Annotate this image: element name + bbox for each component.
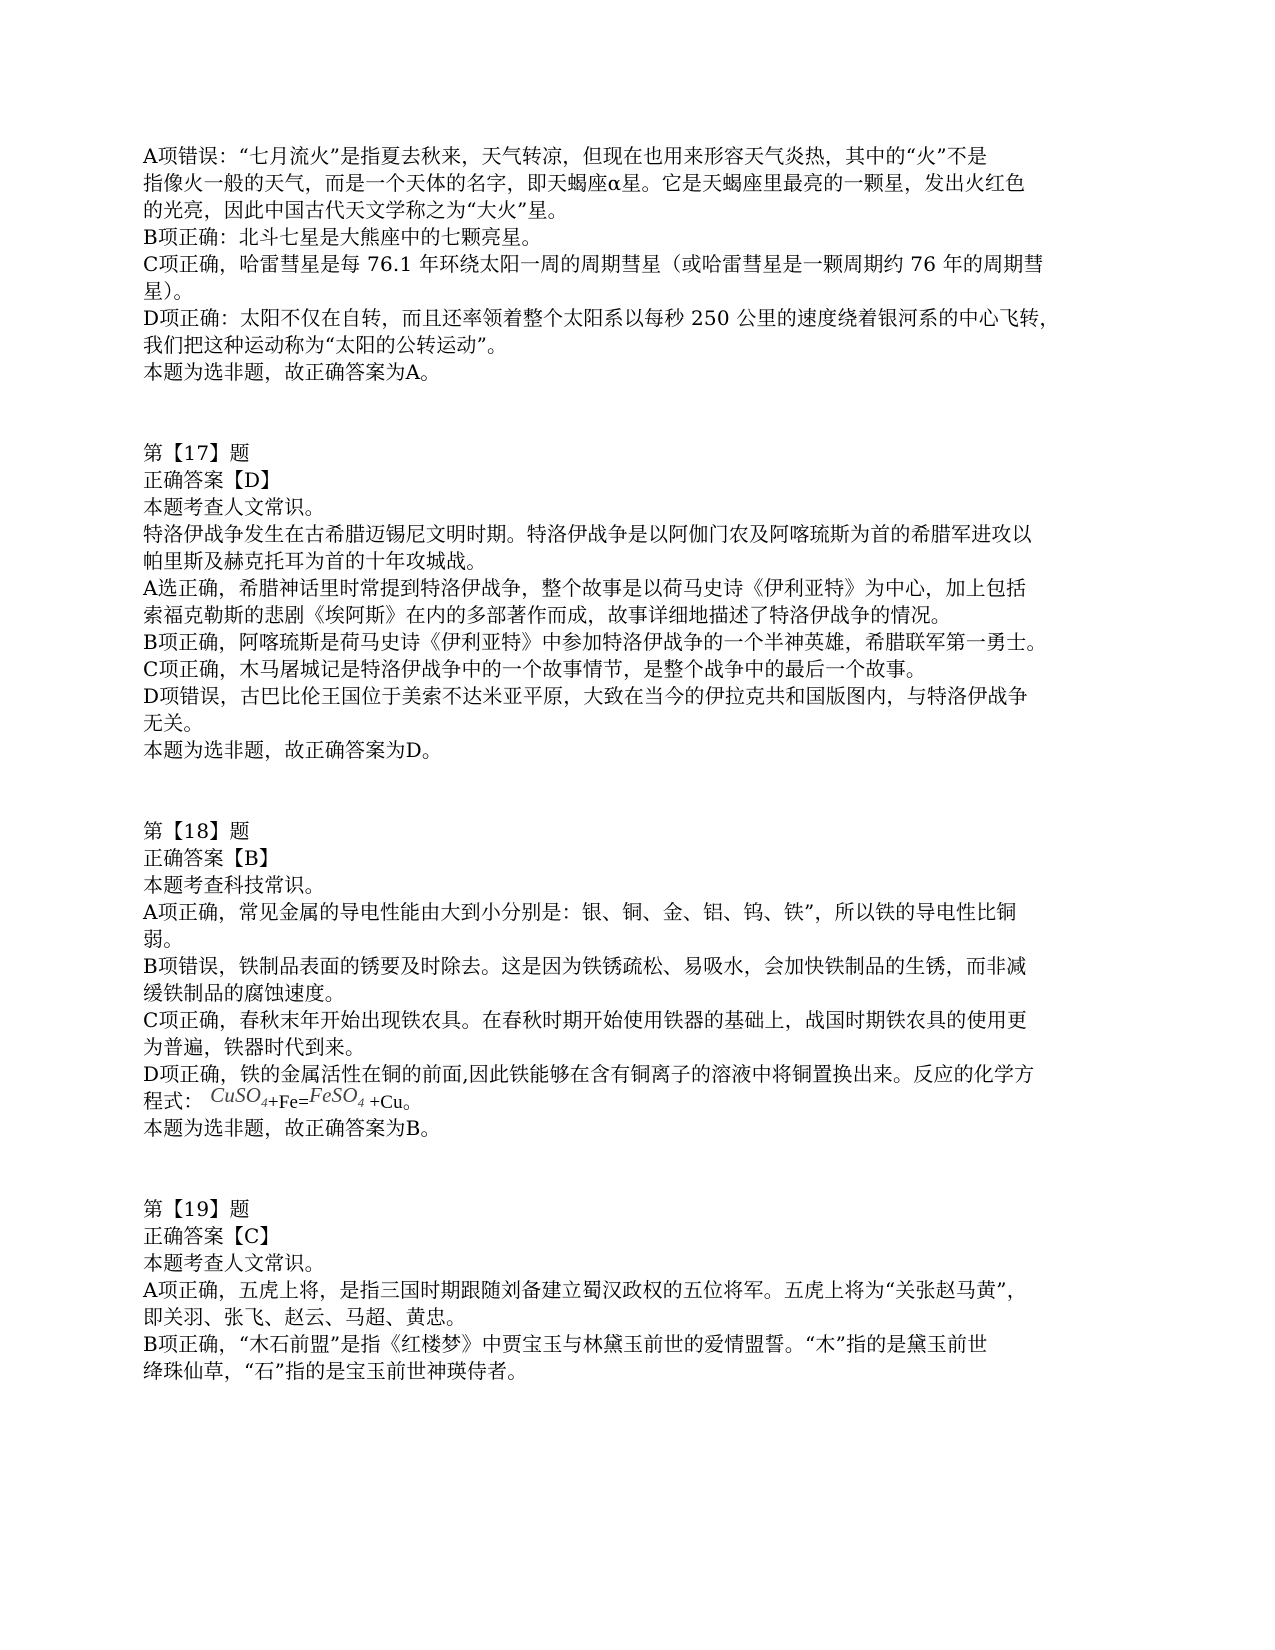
text-line: C项正确，春秋末年开始出现铁农具。在春秋时期开始使用铁器的基础上，战国时期铁农具的使用更 xyxy=(143,1008,1028,1032)
text-line: 为普遍，铁器时代到来。 xyxy=(143,1035,366,1059)
text-line: C项正确，哈雷彗星是每 76.1 年环绕太阳一周的周期彗星（或哈雷彗星是一颗周期约 76 年的周期彗 xyxy=(143,252,1044,276)
product-cu: +Cu。 xyxy=(364,1092,423,1113)
answer-line: 正确答案【D】 xyxy=(143,468,281,492)
q16-explanation xyxy=(143,143,1128,386)
q19-section xyxy=(143,1196,1128,1385)
text-line: D项错误，古巴比伦王国位于美索不达米亚平原，大致在当今的伊拉克共和国版图内，与特洛伊战争 xyxy=(143,684,1028,708)
reactant-cuso4: CuSO$_4$ xyxy=(210,1083,268,1111)
text-line: D项正确：太阳不仅在自转，而且还率领着整个太阳系以每秒 250 公里的速度绕着银河系的中心飞转， xyxy=(143,306,1060,330)
text-line: 特洛伊战争发生在古希腊迈锡尼文明时期。特洛伊战争是以阿伽门农及阿喀琉斯为首的希腊军进攻以 xyxy=(143,522,1032,546)
chemical-equation-line xyxy=(143,1083,1128,1115)
text-line: B项正确：北斗七星是大熊座中的七颗亮星。 xyxy=(143,225,542,249)
text-line: 本题考查人文常识。 xyxy=(143,1251,325,1275)
text-line: B项错误，铁制品表面的锈要及时除去。这是因为铁锈疏松、易吸水，会加快铁制品的生锈，而非减 xyxy=(143,954,1027,978)
conclusion-line: 本题为选非题，故正确答案为D。 xyxy=(143,738,443,762)
text-line: 的光亮，因此中国古代天文学称之为“大火”星。 xyxy=(143,198,568,222)
text-line: 本题考查人文常识。 xyxy=(143,495,325,519)
reactant-fe: +Fe xyxy=(267,1092,299,1113)
text-line: 本题考查科技常识。 xyxy=(143,873,325,897)
text-line: 弱。 xyxy=(143,927,184,951)
q17-section xyxy=(143,440,1128,764)
text-line: B项正确，阿喀琉斯是荷马史诗《伊利亚特》中参加特洛伊战争的一个半神英雄，希腊联军第一勇士。 xyxy=(143,630,1047,654)
text-line: 帕里斯及赫克托耳为首的十年攻城战。 xyxy=(143,549,487,573)
section-spacer xyxy=(143,386,1128,440)
text-line: 缓铁制品的腐蚀速度。 xyxy=(143,981,345,1005)
text-line: A项正确，五虎上将，是指三国时期跟随刘备建立蜀汉政权的五位将军。五虎上将为“关张赵马黄”， xyxy=(143,1278,1027,1302)
text-line: C项正确，木马屠城记是特洛伊战争中的一个故事情节，是整个战争中的最后一个故事。 xyxy=(143,657,927,681)
question-heading: 第【19】题 xyxy=(143,1197,250,1221)
answer-line: 正确答案【C】 xyxy=(143,1224,280,1248)
equals-sign: = xyxy=(298,1092,310,1113)
conclusion-line: 本题为选非题，故正确答案为B。 xyxy=(143,1116,441,1140)
q18-section xyxy=(143,818,1128,1142)
product-feso4: FeSO$_4$ xyxy=(309,1083,365,1111)
equation-prefix: 程式： xyxy=(143,1089,204,1113)
conclusion-line: 本题为选非题，故正确答案为A。 xyxy=(143,360,441,384)
text-line: 即关羽、张飞、赵云、马超、黄忠。 xyxy=(143,1305,467,1329)
text-line: 指像火一般的天气，而是一个天体的名字，即天蝎座α星。它是天蝎座里最亮的一颗星，发出火红色 xyxy=(143,171,1026,195)
section-spacer xyxy=(143,764,1128,818)
text-line: A选正确，希腊神话里时常提到特洛伊战争，整个故事是以荷马史诗《伊利亚特》为中心，加上包括 xyxy=(143,576,1027,600)
section-spacer xyxy=(143,1142,1128,1196)
text-line: A项正确，常见金属的导电性能由大到小分别是：银、铜、金、铝、钨、铁”，所以铁的导电性比铜 xyxy=(143,900,1017,924)
question-heading: 第【18】题 xyxy=(143,819,250,843)
text-line: 无关。 xyxy=(143,711,204,735)
document-page xyxy=(143,143,1128,1385)
text-line: 我们把这种运动称为“太阳的公转运动”。 xyxy=(143,333,508,357)
text-line: B项正确，“木石前盟”是指《红楼梦》中贾宝玉与林黛玉前世的爱情盟誓。“木”指的是黛玉前世 xyxy=(143,1332,988,1356)
text-line: 绛珠仙草，“石”指的是宝玉前世神瑛侍者。 xyxy=(143,1359,528,1383)
text-line: 星）。 xyxy=(143,279,194,303)
text-line: 索福克勒斯的悲剧《埃阿斯》在内的多部著作而成，故事详细地描述了特洛伊战争的情况。 xyxy=(143,603,951,627)
text-line: A项错误：“七月流火”是指夏去秋来，天气转凉，但现在也用来形容天气炎热，其中的“火”不是 xyxy=(143,144,988,168)
question-heading: 第【17】题 xyxy=(143,441,250,465)
text-line: D项正确，铁的金属活性在铜的前面,因此铁能够在含有铜离子的溶液中将铜置换出来。反应的化学方 xyxy=(143,1062,1035,1086)
answer-line: 正确答案【B】 xyxy=(143,846,280,870)
